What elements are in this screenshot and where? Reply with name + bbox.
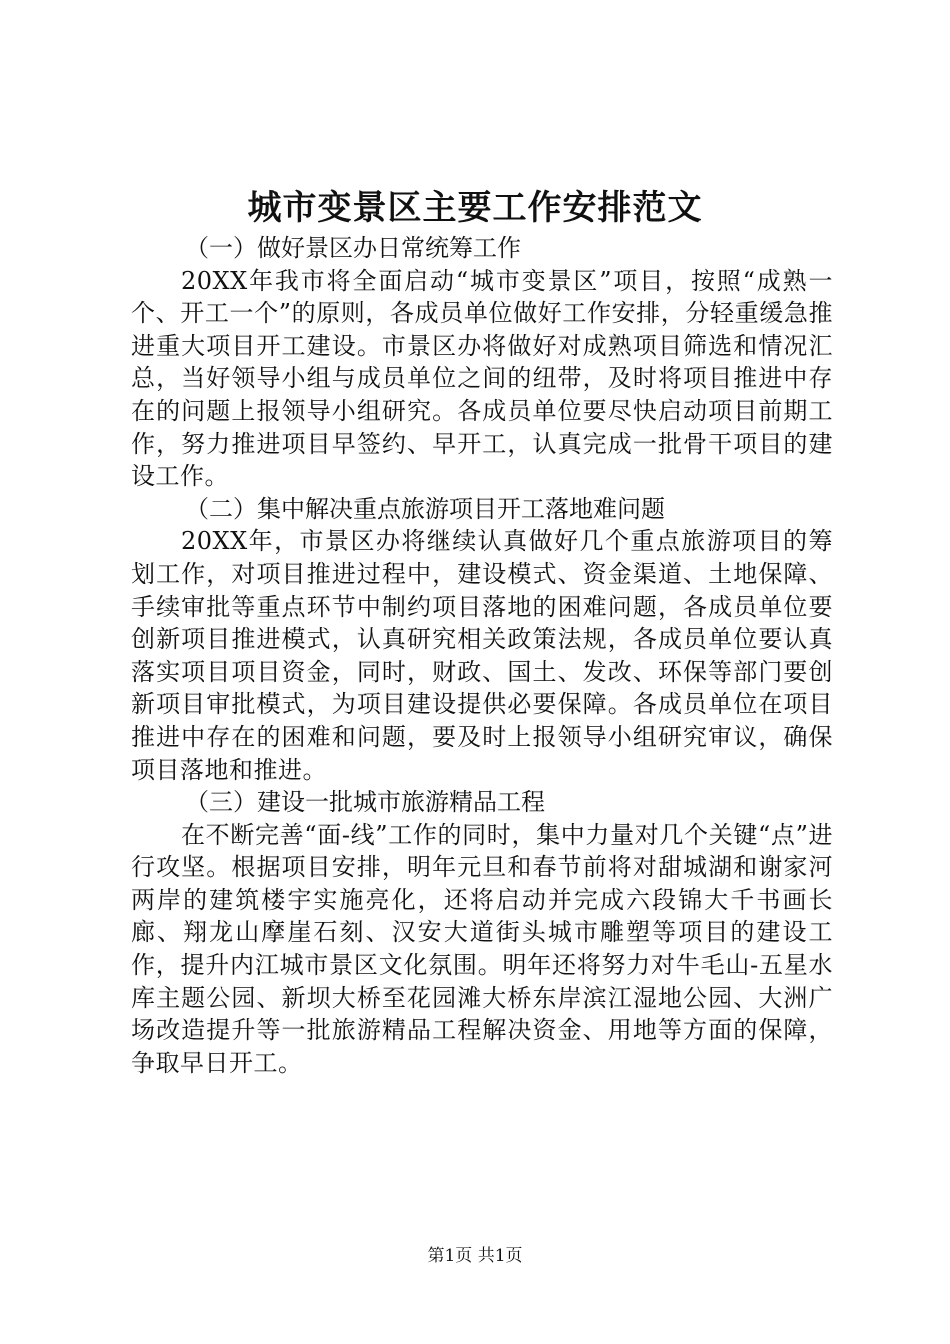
document-body bbox=[131, 232, 833, 1079]
document-title: 城市变景区主要工作安排范文 bbox=[247, 188, 703, 228]
page-footer: 第1页 共1页 bbox=[427, 1246, 523, 1266]
section-heading-2: （二）集中解决重点旅游项目开工落地难问题 bbox=[185, 494, 665, 523]
section-heading-3: （三）建设一批城市旅游精品工程 bbox=[185, 788, 545, 817]
section-paragraph-1: 20XX年我市将全面启动“城市变景区”项目，按照“成熟一个、开工一个”的原则，各成员单位做好工作安排，分轻重缓急推进重大项目开工建设。市景区办将做好对成熟项目筛选和情况汇总，当好领导小组与成员单位之间的纽带，及时将项目推进中存在的问题上报领导小组研究。各成员单位要尽快启动项目前期工作，努力推进项目早签约、早开工，认真完成一批骨干项目的建设工作。 bbox=[131, 266, 833, 491]
section-paragraph-2: 20XX年，市景区办将继续认真做好几个重点旅游项目的筹划工作，对项目推进过程中，建设模式、资金渠道、土地保障、手续审批等重点环节中制约项目落地的困难问题，各成员单位要创新项目推进模式，认真研究相关政策法规，各成员单位要认真落实项目项目资金，同时，财政、国土、发改、环保等部门要创新项目审批模式，为项目建设提供必要保障。各成员单位在项目推进中存在的困难和问题，要及时上报领导小组研究审议，确保项目落地和推进。 bbox=[131, 527, 833, 784]
section-heading-1: （一）做好景区办日常统筹工作 bbox=[185, 234, 521, 262]
section-paragraph-3: 在不断完善“面-线”工作的同时，集中力量对几个关键“点”进行攻坚。根据项目安排，明年元旦和春节前将对甜城湖和谢家河两岸的建筑楼宇实施亮化，还将启动并完成六段锦大千书画长廊、翔龙山摩崖石刻、汉安大道街头城市雕塑等项目的建设工作，提升内江城市景区文化氛围。明年还将努力对牛毛山-五星水库主题公园、新坝大桥至花园滩大桥东岸滨江湿地公园、大洲广场改造提升等一批旅游精品工程解决资金、用地等方面的保障，争取早日开工。 bbox=[131, 820, 833, 1077]
